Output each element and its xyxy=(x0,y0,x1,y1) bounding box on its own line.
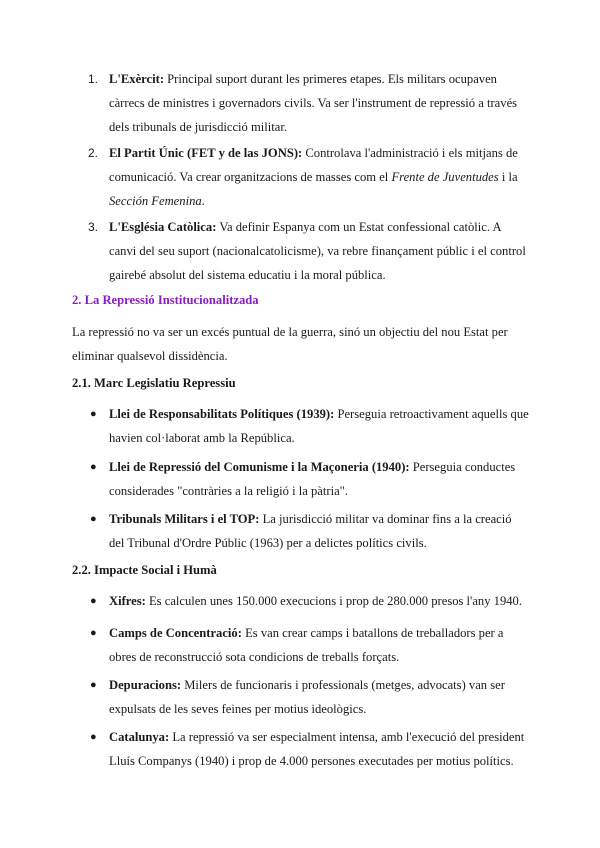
subsection-heading: 2.2. Impacte Social i Humà xyxy=(72,563,217,577)
list-number: 1. xyxy=(88,72,99,86)
list-number: 2. xyxy=(88,146,99,160)
bullet-icon: ● xyxy=(90,627,97,639)
list-item-text: L'Exèrcit: Principal suport durant les primeres etapes. Els militars ocupaven càrrecs de ministres i governadors civils. Va ser l'instrument de repressió a través dels tribunals de jurisdicció militar. xyxy=(109,72,518,134)
list-item-partit-unic xyxy=(72,141,530,213)
list-item: ● Camps de Concentració: Es van crear camps i batallons de treballadors per a obres de reconstrucció sota condicions de treballs forçats. xyxy=(72,621,530,669)
list-item-text: L'Església Catòlica: Va definir Espanya com un Estat confessional catòlic. A canvi del seu suport (nacionalcatolicisme), va rebre finançament públic i el control gairebé absolut del sistema educatiu i la moral pública. xyxy=(109,220,526,282)
bullet-icon: ● xyxy=(90,731,97,743)
list-item-esglesia xyxy=(72,215,530,287)
list-item: ● Llei de Repressió del Comunisme i la Maçoneria (1940): Perseguia conductes considerades "contràries a la religió i la pàtria". xyxy=(72,455,530,503)
bullet-icon: ● xyxy=(90,513,97,525)
term: El Partit Únic (FET y de las JONS): xyxy=(109,146,303,160)
list-item: ● Depuracions: Milers de funcionaris i professionals (metges, advocats) van ser expulsats de les seves feines per motius ideològics. xyxy=(72,673,530,721)
section-heading: 2. La Repressió Institucionalitzada xyxy=(72,293,259,307)
bullet-icon: ● xyxy=(90,679,97,691)
list-number: 3. xyxy=(88,220,99,234)
list-item-exercit xyxy=(72,67,530,139)
subsection-heading: 2.1. Marc Legislatiu Repressiu xyxy=(72,376,236,390)
list-item: ● Xifres: Es calculen unes 150.000 execucions i prop de 280.000 presos l'any 1940. xyxy=(72,589,530,613)
list-item: ● Catalunya: La repressió va ser especialment intensa, amb l'execució del president Lluís Companys (1940) i prop de 4.000 persones executades per motius polítics. xyxy=(72,725,530,773)
list-item: ● Llei de Responsabilitats Polítiques (1939): Perseguia retroactivament aquells que havien col·laborat amb la República. xyxy=(72,402,530,450)
term: L'Exèrcit: xyxy=(109,72,165,86)
section-intro: La repressió no va ser un excés puntual de la guerra, sinó un objectiu del nou Estat per eliminar qualsevol dissidència. xyxy=(72,325,508,363)
bullet-icon: ● xyxy=(90,461,97,473)
term: L'Església Catòlica: xyxy=(109,220,217,234)
bullet-icon: ● xyxy=(90,408,97,420)
list-item-text: El Partit Únic (FET y de las JONS): Controlava l'administració i els mitjans de comunicació. Va crear organitzacions de masses com el Frente de Juventudes i la Sección Femenina. xyxy=(109,146,518,208)
bullet-icon: ● xyxy=(90,595,97,607)
list-item: ● Tribunals Militars i el TOP: La jurisdicció militar va dominar fins a la creació del Tribunal d'Ordre Públic (1963) per a delictes polítics civils. xyxy=(72,507,530,555)
